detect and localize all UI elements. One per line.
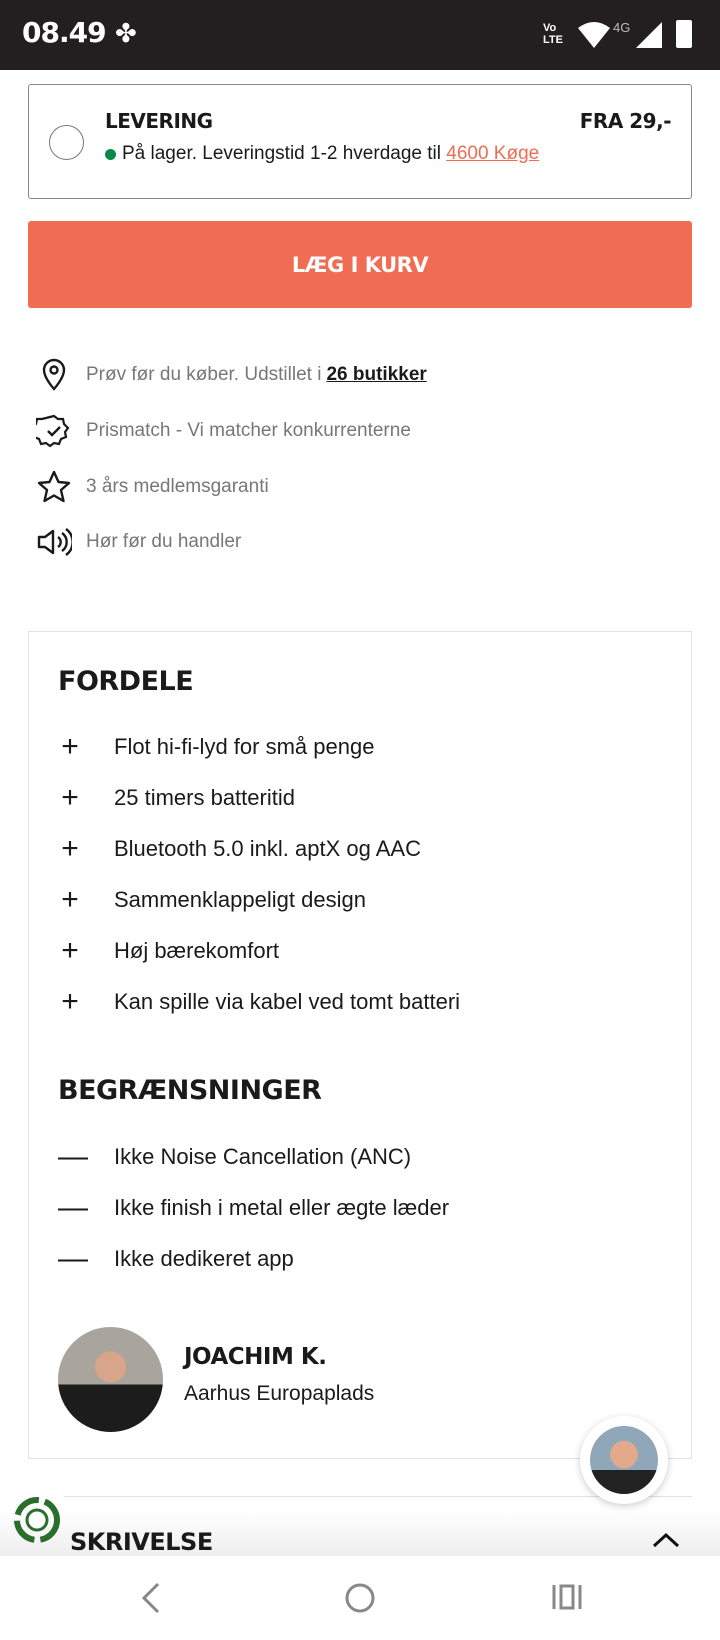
battery-icon <box>676 20 692 48</box>
volte-icon: Vo LTE <box>543 22 563 46</box>
plus-icon: + <box>61 883 79 916</box>
location-link[interactable]: 4600 Køge <box>446 143 540 164</box>
pro-text: Bluetooth 5.0 inkl. aptX og AAC <box>114 836 421 861</box>
feature-text: Prismatch - Vi matcher konkurrenterne <box>86 420 411 441</box>
pro-item <box>58 987 460 1017</box>
network-type: 4G <box>613 20 631 35</box>
con-item <box>58 1193 449 1223</box>
pro-item <box>58 885 366 915</box>
pro-item <box>58 783 295 813</box>
delivery-title: LEVERING <box>105 109 213 133</box>
recycle-badge-icon[interactable] <box>12 1495 62 1545</box>
fan-icon: ✤ <box>115 18 137 48</box>
chat-assistant-button[interactable] <box>580 1416 668 1504</box>
wifi-icon <box>578 22 610 48</box>
section-title: SKRIVELSE <box>70 1528 213 1556</box>
status-time: 08.49 <box>22 16 106 49</box>
plus-icon: + <box>61 730 79 763</box>
con-item <box>58 1244 294 1274</box>
feature-guarantee <box>36 469 269 505</box>
signal-icon <box>636 22 662 48</box>
status-bar <box>0 0 720 70</box>
map-pin-icon <box>36 357 72 393</box>
android-nav-bar <box>0 1556 720 1640</box>
delivery-radio[interactable] <box>49 125 84 160</box>
feature-text: Hør før du handler <box>86 531 242 552</box>
reviewer-store: Aarhus Europaplads <box>184 1382 375 1405</box>
pro-item <box>58 936 279 966</box>
con-text: Ikke finish i metal eller ægte læder <box>114 1195 450 1220</box>
feature-price-match <box>36 413 411 449</box>
minus-icon: — <box>58 1140 88 1173</box>
speaker-icon <box>36 524 72 560</box>
divider <box>64 1496 692 1497</box>
recents-icon[interactable] <box>552 1583 582 1611</box>
pro-text: Sammenklappeligt design <box>114 887 366 912</box>
pro-text: Kan spille via kabel ved tomt batteri <box>114 989 461 1014</box>
pro-item <box>58 834 421 864</box>
minus-icon: — <box>58 1242 88 1275</box>
plus-icon: + <box>61 832 79 865</box>
reviewer-avatar <box>58 1327 163 1432</box>
cons-heading: BEGRÆNSNINGER <box>58 1075 322 1106</box>
badge-check-icon <box>36 413 72 449</box>
con-text: Ikke dedikeret app <box>114 1246 294 1271</box>
con-item <box>58 1142 411 1172</box>
pro-item <box>58 732 374 762</box>
pros-cons-card <box>28 631 692 1459</box>
reviewer-name: JOACHIM K. <box>184 1344 327 1370</box>
minus-icon: — <box>58 1191 88 1224</box>
delivery-option[interactable] <box>28 84 692 199</box>
feature-text: Prøv før du køber. Udstillet i <box>86 364 322 385</box>
con-text: Ikke Noise Cancellation (ANC) <box>114 1144 412 1169</box>
star-icon <box>36 469 72 505</box>
feature-listen <box>36 524 241 560</box>
stock-text: På lager. Leveringstid 1-2 hverdage til <box>122 143 441 164</box>
stores-link[interactable]: 26 butikker <box>326 364 427 385</box>
section-header[interactable] <box>0 1510 720 1556</box>
pros-heading: FORDELE <box>58 666 194 697</box>
pro-text: Høj bærekomfort <box>114 938 280 963</box>
add-to-cart-button[interactable]: LÆG I KURV <box>28 221 692 308</box>
pro-text: 25 timers batteritid <box>114 785 295 810</box>
plus-icon: + <box>61 985 79 1018</box>
delivery-price: FRA 29,- <box>579 109 671 133</box>
plus-icon: + <box>61 781 79 814</box>
chevron-up-icon[interactable] <box>652 1532 680 1548</box>
stock-dot-icon <box>105 149 116 160</box>
feature-try-before-buy <box>36 357 427 393</box>
plus-icon: + <box>61 934 79 967</box>
feature-text: 3 års medlemsgaranti <box>86 476 269 497</box>
back-icon[interactable] <box>140 1582 162 1614</box>
home-icon[interactable] <box>344 1582 376 1614</box>
chat-avatar <box>590 1426 658 1494</box>
pro-text: Flot hi-fi-lyd for små penge <box>114 734 375 759</box>
